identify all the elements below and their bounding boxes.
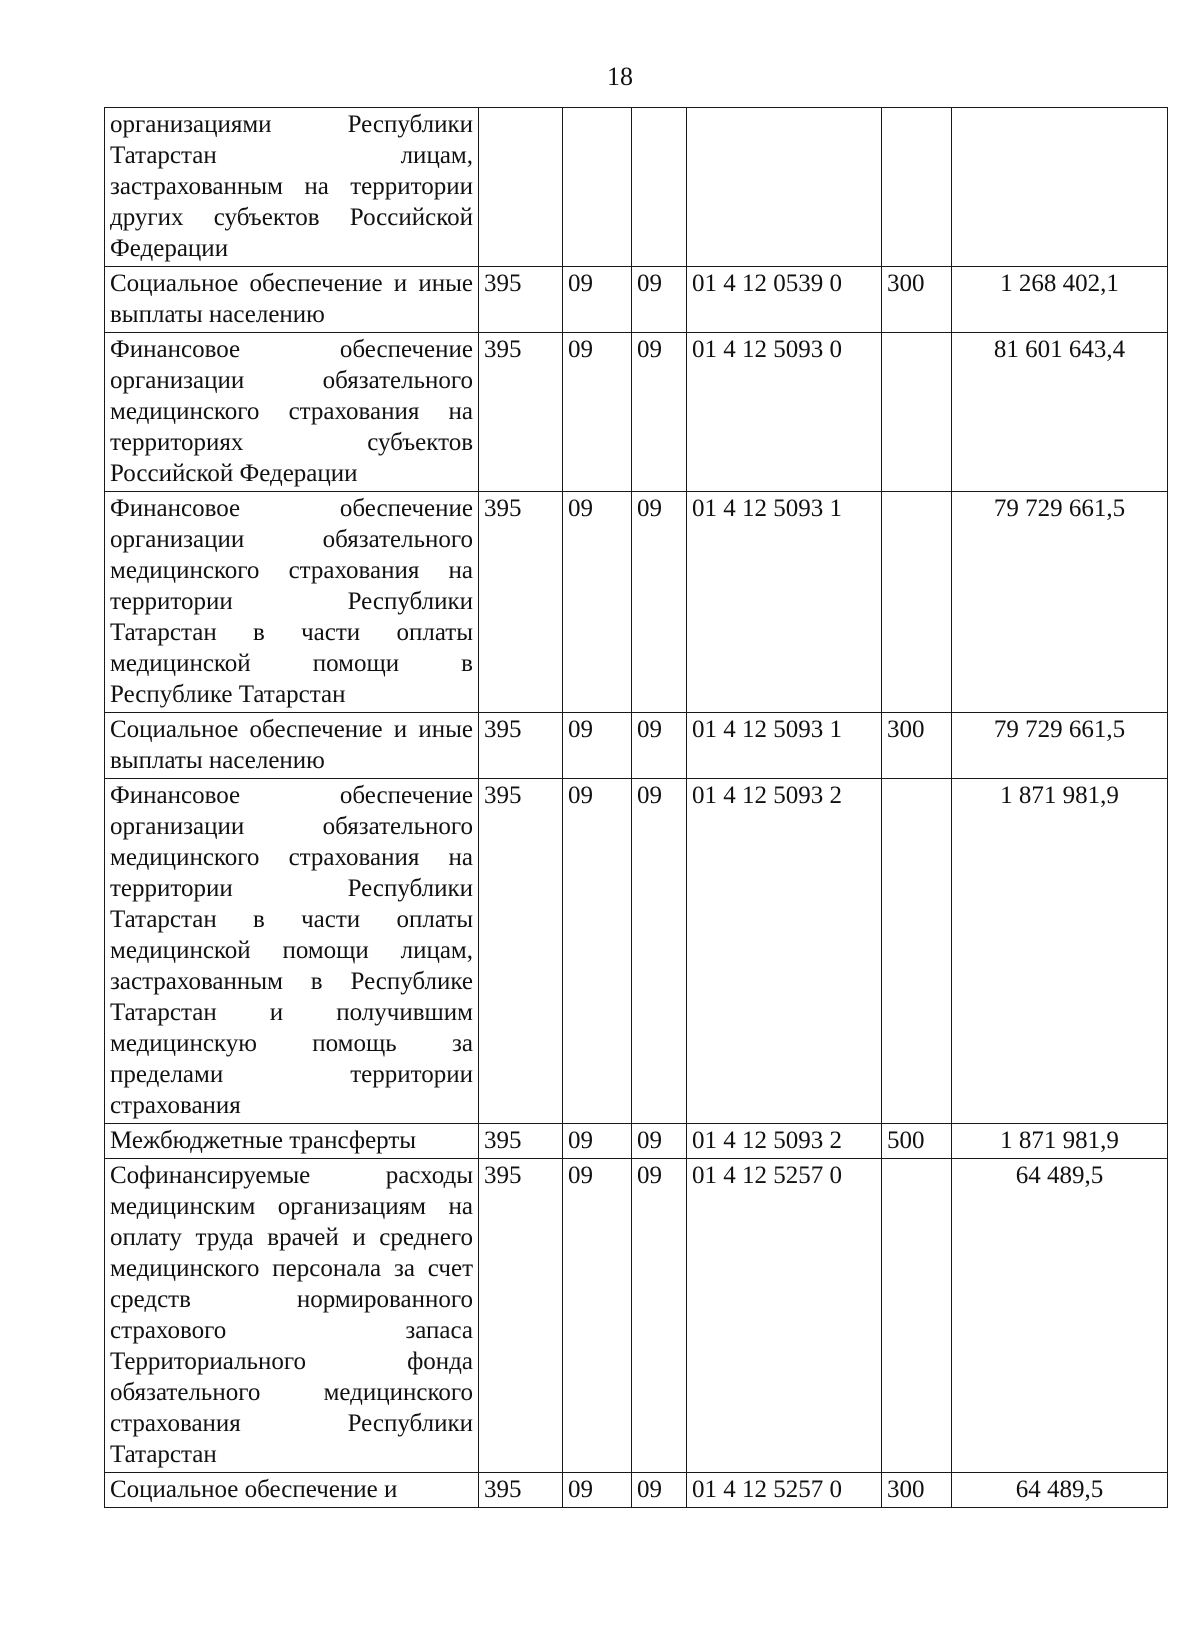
table-row [105,1124,1168,1159]
row-rz: 09 [563,492,632,713]
row-ved: 395 [479,492,563,713]
row-rz [563,108,632,267]
row-rz: 09 [563,267,632,333]
row-pr: 09 [632,713,687,779]
row-amount: 79 729 661,5 [952,713,1168,779]
row-pr: 09 [632,779,687,1124]
row-name: Социальное обеспечение и [105,1473,479,1508]
table-row [105,713,1168,779]
row-name: Межбюджетные трансферты [105,1124,479,1159]
row-pr: 09 [632,333,687,492]
row-vr [882,492,952,713]
row-csr: 01 4 12 5257 0 [687,1159,882,1473]
row-amount [952,108,1168,267]
row-csr: 01 4 12 0539 0 [687,267,882,333]
row-vr [882,1159,952,1473]
row-amount: 1 871 981,9 [952,779,1168,1124]
row-vr: 500 [882,1124,952,1159]
row-vr: 300 [882,713,952,779]
row-rz: 09 [563,1473,632,1508]
table-row [105,267,1168,333]
row-vr: 300 [882,1473,952,1508]
row-amount: 1 268 402,1 [952,267,1168,333]
row-name: Финансовое обеспечение организации обязательного медицинского страхования на территории Республики Татарстан в части оплаты медицинской помощи лицам, застрахованным в Республике Татарстан и получившим медицинскую помощь за пределами территории страхования [105,779,479,1124]
row-pr: 09 [632,1473,687,1508]
row-ved: 395 [479,1159,563,1473]
page-number: 18 [607,62,633,91]
row-vr [882,779,952,1124]
row-name: Финансовое обеспечение организации обязательного медицинского страхования на территориях субъектов Российской Федерации [105,333,479,492]
row-name: Социальное обеспечение и иные выплаты населению [105,267,479,333]
table-row [105,333,1168,492]
row-ved: 395 [479,1124,563,1159]
row-csr: 01 4 12 5093 1 [687,713,882,779]
row-csr: 01 4 12 5093 2 [687,1124,882,1159]
row-csr [687,108,882,267]
table-row [105,108,1168,267]
row-csr: 01 4 12 5257 0 [687,1473,882,1508]
row-amount: 64 489,5 [952,1473,1168,1508]
row-pr: 09 [632,267,687,333]
row-vr [882,333,952,492]
row-csr: 01 4 12 5093 1 [687,492,882,713]
table-row [105,1159,1168,1473]
row-csr: 01 4 12 5093 2 [687,779,882,1124]
budget-table [104,107,1168,1508]
row-rz: 09 [563,1124,632,1159]
row-pr: 09 [632,1124,687,1159]
row-rz: 09 [563,779,632,1124]
row-name: Софинансируемые расходы медицинским организациям на оплату труда врачей и среднего медицинского персонала за счет средств нормированного страхового запаса Территориального фонда обязательного медицинского страхования Республики Татарстан [105,1159,479,1473]
row-csr: 01 4 12 5093 0 [687,333,882,492]
row-amount: 81 601 643,4 [952,333,1168,492]
row-vr: 300 [882,267,952,333]
row-ved [479,108,563,267]
row-name: Социальное обеспечение и иные выплаты населению [105,713,479,779]
row-ved: 395 [479,333,563,492]
row-pr: 09 [632,492,687,713]
table-row [105,492,1168,713]
row-amount: 1 871 981,9 [952,1124,1168,1159]
row-vr [882,108,952,267]
row-ved: 395 [479,1473,563,1508]
row-ved: 395 [479,267,563,333]
row-pr: 09 [632,1159,687,1473]
table-row [105,779,1168,1124]
table-row [105,1473,1168,1508]
row-ved: 395 [479,779,563,1124]
row-rz: 09 [563,333,632,492]
row-pr [632,108,687,267]
row-ved: 395 [479,713,563,779]
row-name: организациями Республики Татарстан лицам, застрахованным на территории других субъектов Российской Федерации [105,108,479,267]
row-name: Финансовое обеспечение организации обязательного медицинского страхования на территории Республики Татарстан в части оплаты медицинской помощи в Республике Татарстан [105,492,479,713]
row-amount: 79 729 661,5 [952,492,1168,713]
row-amount: 64 489,5 [952,1159,1168,1473]
row-rz: 09 [563,1159,632,1473]
row-rz: 09 [563,713,632,779]
